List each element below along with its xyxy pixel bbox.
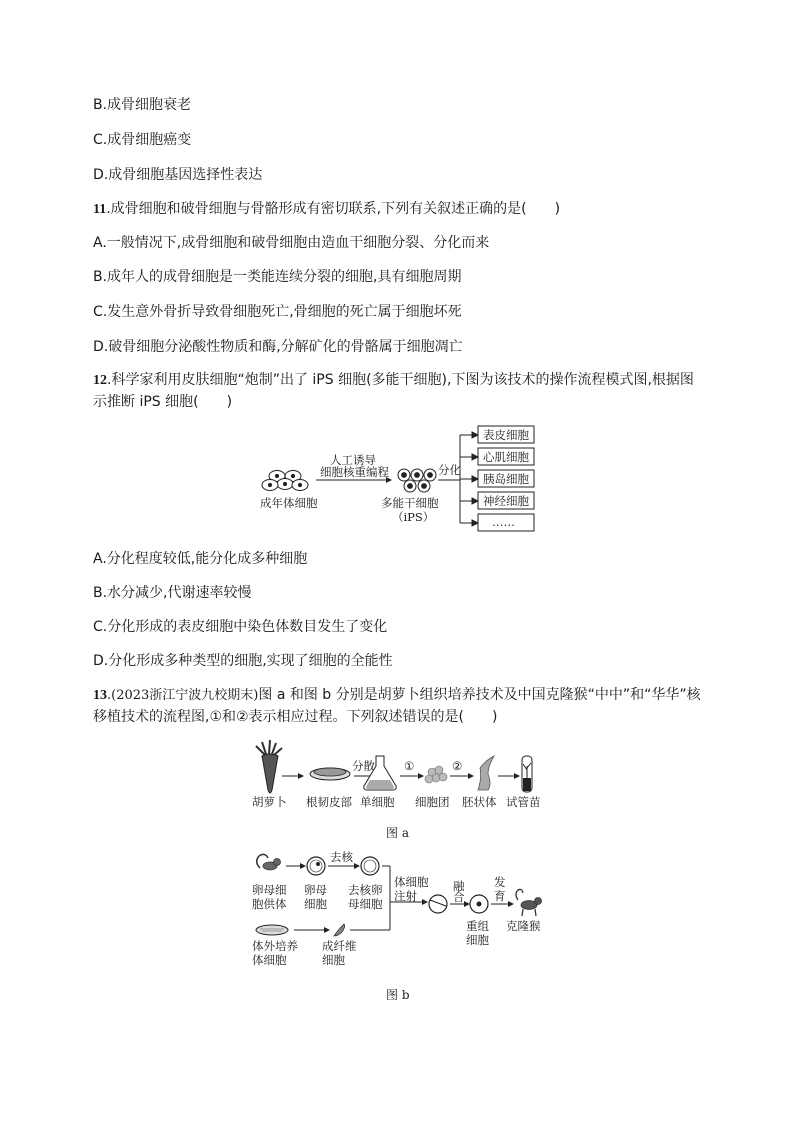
q11-stem bbox=[93, 200, 560, 219]
enucleated-oocyte-icon bbox=[361, 857, 379, 875]
label-plantlet: 试管苗 bbox=[506, 795, 541, 809]
label-fusion-1: 融 bbox=[453, 879, 465, 893]
label-ips: （iPS） bbox=[392, 510, 435, 524]
target-cell-5: …… bbox=[492, 515, 515, 529]
oocyte-icon bbox=[307, 857, 325, 875]
carrot-icon bbox=[256, 740, 282, 793]
label-culture-2: 体细胞 bbox=[252, 953, 287, 967]
ips-cells-icon bbox=[398, 469, 436, 492]
target-cell-3: 胰岛细胞 bbox=[483, 472, 529, 486]
label-carrot: 胡萝卜 bbox=[252, 795, 287, 809]
label-reprogram: 细胞核重编程 bbox=[320, 465, 389, 479]
label-develop-2: 育 bbox=[494, 889, 506, 903]
q11-number: 11 bbox=[93, 202, 107, 217]
label-scatter: 分散 bbox=[352, 759, 375, 773]
q10-option-d: D.成骨细胞基因选择性表达 bbox=[93, 167, 263, 183]
q10-option-c: C.成骨细胞癌变 bbox=[93, 132, 192, 148]
q12-option-d: D.分化形成多种类型的细胞,实现了细胞的全能性 bbox=[93, 653, 393, 669]
q12-stem-2: 示推断 iPS 细胞( ) bbox=[93, 394, 233, 410]
test-tube-icon bbox=[522, 756, 532, 792]
q11-stem-text: .成骨细胞和破骨细胞与骨骼形成有密切联系,下列有关叙述正确的是( ) bbox=[106, 201, 561, 217]
target-cell-1: 表皮细胞 bbox=[483, 428, 529, 442]
label-differentiate: 分化 bbox=[438, 463, 461, 477]
label-donor-1: 卵母细 bbox=[252, 883, 287, 897]
label-recomb-2: 细胞 bbox=[466, 933, 489, 947]
ips-flow-diagram bbox=[250, 420, 550, 538]
figure-b-diagram bbox=[250, 850, 550, 975]
q11-option-d: D.破骨细胞分泌酸性物质和酶,分解矿化的骨骼属于细胞凋亡 bbox=[93, 339, 463, 355]
q11-option-b: B.成年人的成骨细胞是一类能连续分裂的细胞,具有细胞周期 bbox=[93, 269, 462, 285]
q12-option-c: C.分化形成的表皮细胞中染色体数目发生了变化 bbox=[93, 619, 388, 635]
culture-dish-icon bbox=[256, 925, 288, 935]
label-inject-2: 注射 bbox=[394, 889, 417, 903]
target-cell-4: 神经细胞 bbox=[483, 494, 529, 508]
cell-mass-icon bbox=[425, 766, 447, 783]
q11-option-c: C.发生意外骨折导致骨细胞死亡,骨细胞的死亡属于细胞坏死 bbox=[93, 304, 462, 320]
label-induce: 人工诱导 bbox=[330, 453, 376, 467]
label-phloem: 根韧皮部 bbox=[306, 795, 352, 809]
q11-option-a: A.一般情况下,成骨细胞和破骨细胞由造血干细胞分裂、分化而来 bbox=[93, 235, 490, 251]
adult-cells-icon bbox=[262, 471, 308, 491]
label-develop-1: 发 bbox=[494, 875, 506, 889]
label-step-2: ② bbox=[452, 759, 463, 773]
monkey-donor-icon bbox=[257, 854, 281, 870]
injection-cell-icon bbox=[429, 895, 447, 913]
label-inject-1: 体细胞 bbox=[394, 875, 429, 889]
label-enucleate: 去核 bbox=[330, 850, 353, 864]
label-donor-2: 胞供体 bbox=[252, 897, 287, 911]
target-cell-2: 心肌细胞 bbox=[483, 450, 529, 464]
q13-stem-text-1: 图 a 和图 b 分别是胡萝卜组织培养技术及中国克隆猴“中中”和“华华”核 bbox=[258, 687, 701, 703]
label-culture-1: 体外培养 bbox=[252, 939, 298, 953]
q10-option-b: B.成骨细胞衰老 bbox=[93, 97, 192, 113]
recombinant-cell-icon bbox=[470, 895, 488, 913]
label-fusion-2: 合 bbox=[453, 890, 465, 904]
label-step-1: ① bbox=[404, 759, 415, 773]
label-cloned-monkey: 克隆猴 bbox=[506, 919, 541, 933]
label-oocyte-2: 细胞 bbox=[304, 897, 327, 911]
q13-source: .(2023浙江宁波九校期末) bbox=[107, 688, 259, 703]
label-enucleated-1: 去核卵 bbox=[348, 883, 383, 897]
petri-dish-icon bbox=[310, 768, 350, 780]
q12-option-a: A.分化程度较低,能分化成多种细胞 bbox=[93, 551, 308, 567]
fibroblast-icon bbox=[334, 924, 345, 936]
q13-number: 13 bbox=[93, 688, 107, 703]
cloned-monkey-icon bbox=[516, 889, 542, 916]
label-enucleated-2: 母细胞 bbox=[348, 897, 383, 911]
label-recomb-1: 重组 bbox=[466, 919, 489, 933]
label-fibro-1: 成纤维 bbox=[322, 939, 357, 953]
figure-a-diagram bbox=[248, 738, 548, 810]
label-fibro-2: 细胞 bbox=[322, 953, 345, 967]
label-embryoid: 胚状体 bbox=[462, 795, 497, 809]
figure-b-caption: 图 b bbox=[386, 988, 410, 1002]
q13-stem-2: 移植技术的流程图,①和②表示相应过程。下列叙述错误的是( ) bbox=[93, 709, 498, 725]
q12-stem-text-1: .科学家利用皮肤细胞“炮制”出了 iPS 细胞(多能干细胞),下图为该技术的操作流程模式图,根据图 bbox=[107, 372, 694, 388]
label-adult-cell: 成年体细胞 bbox=[260, 496, 318, 510]
label-single-cell: 单细胞 bbox=[360, 795, 395, 809]
q12-number: 12 bbox=[93, 373, 107, 388]
label-cell-mass: 细胞团 bbox=[415, 795, 450, 809]
q12-option-b: B.水分减少,代谢速率较慢 bbox=[93, 585, 252, 601]
figure-a-caption: 图 a bbox=[386, 826, 409, 840]
q13-stem-1 bbox=[93, 686, 701, 705]
label-stem-cell: 多能干细胞 bbox=[381, 496, 439, 510]
label-oocyte-1: 卵母 bbox=[304, 883, 327, 897]
embryoid-icon bbox=[478, 756, 494, 790]
q12-stem-1 bbox=[93, 371, 694, 390]
